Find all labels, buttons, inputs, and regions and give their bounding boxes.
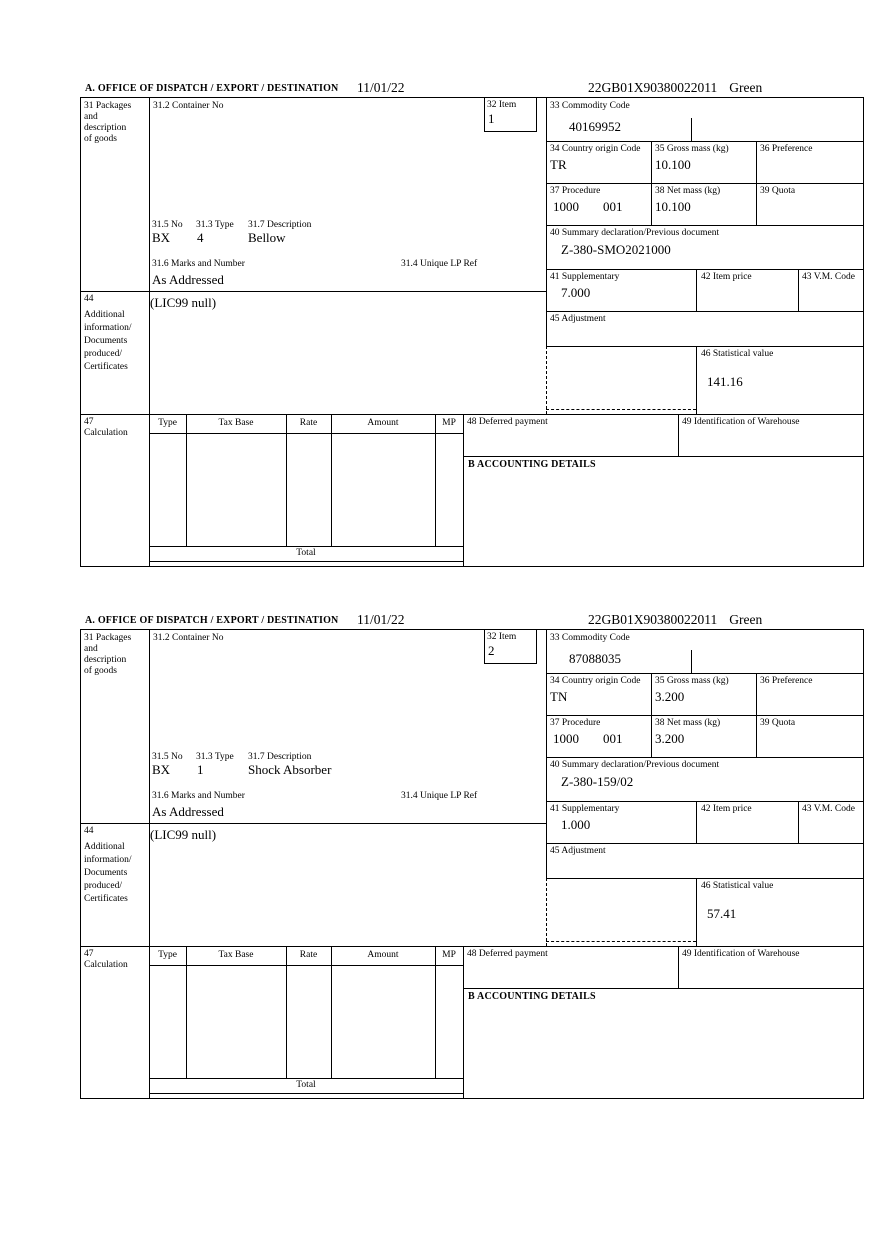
commodity-code-separator: [691, 118, 692, 141]
box44-label: Certificates: [84, 894, 128, 904]
routing-indicator: Green: [729, 80, 763, 95]
divider: [149, 561, 463, 562]
divider: [463, 456, 863, 457]
office-of-dispatch-heading: A. OFFICE OF DISPATCH / EXPORT / DESTINATION: [85, 83, 339, 94]
divider: [536, 630, 537, 663]
col-mp-header: MP: [442, 950, 456, 960]
additional-information-value: (LIC99 null): [150, 827, 217, 842]
box41-label: 41 Supplementary: [550, 272, 620, 282]
box44-label: produced/: [84, 881, 122, 891]
box48-label: 48 Deferred payment: [467, 949, 548, 959]
goods-description-value: Bellow: [248, 230, 286, 245]
package-type-value: 1: [197, 762, 204, 777]
divider: [546, 878, 863, 879]
box45-label: 45 Adjustment: [550, 314, 606, 324]
box39-label: 39 Quota: [760, 186, 796, 196]
divider: [81, 823, 546, 824]
divider-dashed: [546, 941, 696, 942]
accounting-details-heading: B ACCOUNTING DETAILS: [468, 459, 596, 470]
divider: [546, 183, 863, 184]
divider: [696, 801, 697, 843]
accounting-details-heading: B ACCOUNTING DETAILS: [468, 991, 596, 1002]
divider: [463, 946, 464, 1098]
box37-label: 37 Procedure: [550, 718, 601, 728]
divider: [149, 98, 150, 566]
box34-label: 34 Country origin Code: [550, 144, 641, 154]
mrn-number: 22GB01X90380022011: [588, 612, 718, 627]
divider: [546, 801, 863, 802]
box31-label: and: [84, 644, 98, 654]
divider: [696, 878, 697, 946]
divider: [756, 141, 757, 225]
gross-mass-value: 10.100: [655, 157, 691, 172]
box36-label: 36 Preference: [760, 144, 813, 154]
divider: [546, 673, 863, 674]
box31-3-label: 31.3 Type: [196, 220, 234, 230]
box31-3-label: 31.3 Type: [196, 752, 234, 762]
goods-description-value: Shock Absorber: [248, 762, 332, 777]
divider: [149, 965, 463, 966]
box33-label: 33 Commodity Code: [550, 633, 630, 643]
divider: [546, 269, 863, 270]
col-amount-header: Amount: [367, 950, 399, 960]
col-rate-header: Rate: [299, 950, 318, 960]
declaration-date: 11/01/22: [357, 612, 405, 627]
divider: [546, 346, 863, 347]
routing-indicator: Green: [729, 612, 763, 627]
box40-label: 40 Summary declaration/Previous document: [550, 760, 720, 770]
divider: [81, 414, 863, 415]
mrn-number: 22GB01X90380022011: [588, 80, 718, 95]
commodity-code-value: 40169952: [569, 119, 621, 134]
box33-label: 33 Commodity Code: [550, 101, 630, 111]
box31-4-label: 31.4 Unique LP Ref: [401, 791, 478, 801]
procedure-code-value: 001: [603, 731, 623, 746]
divider: [149, 433, 463, 434]
divider: [149, 546, 463, 547]
divider: [798, 269, 799, 311]
box42-label: 42 Item price: [701, 804, 752, 814]
item-number-value: 1: [488, 111, 495, 126]
country-origin-value: TN: [550, 689, 568, 704]
box31-label: of goods: [84, 666, 117, 676]
box47-label: Calculation: [84, 428, 128, 438]
package-type-value: 4: [197, 230, 204, 245]
divider: [484, 663, 537, 664]
sad-form-grid: [80, 97, 864, 567]
additional-information-value: (LIC99 null): [150, 295, 217, 310]
declaration-date: 11/01/22: [357, 80, 405, 95]
divider: [546, 630, 547, 878]
divider: [81, 291, 546, 292]
box46-label: 46 Statistical value: [701, 881, 774, 891]
divider: [546, 98, 547, 346]
declaration-reference: [588, 80, 762, 96]
box31-label: and: [84, 112, 98, 122]
box31-7-label: 31.7 Description: [248, 752, 312, 762]
divider: [546, 843, 863, 844]
package-no-value: BX: [152, 230, 171, 245]
box31-6-label: 31.6 Marks and Number: [152, 259, 245, 269]
divider: [546, 141, 863, 142]
box44-label: Additional: [84, 310, 125, 320]
box31-2-label: 31.2 Container No: [153, 101, 224, 111]
divider: [696, 346, 697, 414]
box44-label: Documents: [84, 868, 128, 878]
box44-label: Documents: [84, 336, 128, 346]
col-type-header: Type: [158, 950, 177, 960]
divider: [149, 630, 150, 1098]
box31-7-label: 31.7 Description: [248, 220, 312, 230]
box31-2-label: 31.2 Container No: [153, 633, 224, 643]
marks-numbers-value: As Addressed: [152, 804, 224, 819]
box31-label: 31 Packages: [84, 633, 132, 643]
box31-label: of goods: [84, 134, 117, 144]
box44-label: information/: [84, 323, 132, 333]
divider: [463, 988, 863, 989]
box32-label: 32 Item: [487, 100, 517, 110]
package-no-value: BX: [152, 762, 171, 777]
box47-label: Calculation: [84, 960, 128, 970]
procedure-value: 1000: [553, 731, 579, 746]
box35-label: 35 Gross mass (kg): [655, 676, 729, 686]
divider: [678, 946, 679, 988]
box43-label: 43 V.M. Code: [802, 272, 855, 282]
supplementary-units-value: 1.000: [561, 817, 591, 832]
item-section-2: [0, 612, 882, 1117]
net-mass-value: 10.100: [655, 199, 691, 214]
box46-label: 46 Statistical value: [701, 349, 774, 359]
box31-label: 31 Packages: [84, 101, 132, 111]
col-type-header: Type: [158, 418, 177, 428]
col-rate-header: Rate: [299, 418, 318, 428]
previous-document-value: Z-380-159/02: [561, 774, 634, 789]
box42-label: 42 Item price: [701, 272, 752, 282]
total-row-label: Total: [296, 548, 316, 558]
box40-label: 40 Summary declaration/Previous document: [550, 228, 720, 238]
col-tax-base-header: Tax Base: [218, 418, 254, 428]
divider: [546, 311, 863, 312]
box44-label: information/: [84, 855, 132, 865]
col-amount-header: Amount: [367, 418, 399, 428]
box39-label: 39 Quota: [760, 718, 796, 728]
gross-mass-value: 3.200: [655, 689, 685, 704]
divider: [546, 715, 863, 716]
divider: [484, 630, 485, 663]
sad-form-grid: [80, 629, 864, 1099]
divider: [149, 1078, 463, 1079]
item-number-value: 2: [488, 643, 495, 658]
divider-dashed: [546, 878, 547, 946]
box43-label: 43 V.M. Code: [802, 804, 855, 814]
box31-label: description: [84, 655, 127, 665]
total-row-label: Total: [296, 1080, 316, 1090]
previous-document-value: Z-380-SMO2021000: [561, 242, 671, 257]
box31-5-label: 31.5 No: [152, 752, 183, 762]
box36-label: 36 Preference: [760, 676, 813, 686]
box41-label: 41 Supplementary: [550, 804, 620, 814]
commodity-code-value: 87088035: [569, 651, 621, 666]
divider: [463, 414, 464, 566]
box44-label: produced/: [84, 349, 122, 359]
box49-label: 49 Identification of Warehouse: [682, 949, 800, 959]
divider: [546, 757, 863, 758]
divider: [798, 801, 799, 843]
box31-5-label: 31.5 No: [152, 220, 183, 230]
box31-4-label: 31.4 Unique LP Ref: [401, 259, 478, 269]
supplementary-units-value: 7.000: [561, 285, 591, 300]
net-mass-value: 3.200: [655, 731, 685, 746]
divider: [546, 225, 863, 226]
divider-dashed: [546, 346, 547, 414]
box37-label: 37 Procedure: [550, 186, 601, 196]
box31-6-label: 31.6 Marks and Number: [152, 791, 245, 801]
divider-dashed: [546, 409, 696, 410]
divider: [484, 98, 485, 131]
box47-label: 47: [84, 417, 94, 427]
procedure-value: 1000: [553, 199, 579, 214]
box47-label: 47: [84, 949, 94, 959]
divider: [756, 673, 757, 757]
statistical-value: 57.41: [707, 906, 737, 921]
box44-label: 44: [84, 294, 94, 304]
divider: [149, 1093, 463, 1094]
col-tax-base-header: Tax Base: [218, 950, 254, 960]
box38-label: 38 Net mass (kg): [655, 186, 721, 196]
box45-label: 45 Adjustment: [550, 846, 606, 856]
box44-label: 44: [84, 826, 94, 836]
box31-label: description: [84, 123, 127, 133]
country-origin-value: TR: [550, 157, 567, 172]
divider: [651, 673, 652, 757]
divider: [696, 269, 697, 311]
marks-numbers-value: As Addressed: [152, 272, 224, 287]
statistical-value: 141.16: [707, 374, 743, 389]
box48-label: 48 Deferred payment: [467, 417, 548, 427]
procedure-code-value: 001: [603, 199, 623, 214]
divider: [678, 414, 679, 456]
box44-label: Certificates: [84, 362, 128, 372]
commodity-code-separator: [691, 650, 692, 673]
declaration-reference: [588, 612, 762, 628]
divider: [651, 141, 652, 225]
item-section-1: [0, 80, 882, 585]
divider: [484, 131, 537, 132]
box38-label: 38 Net mass (kg): [655, 718, 721, 728]
divider: [81, 946, 863, 947]
box49-label: 49 Identification of Warehouse: [682, 417, 800, 427]
box44-label: Additional: [84, 842, 125, 852]
box35-label: 35 Gross mass (kg): [655, 144, 729, 154]
box34-label: 34 Country origin Code: [550, 676, 641, 686]
box32-label: 32 Item: [487, 632, 517, 642]
col-mp-header: MP: [442, 418, 456, 428]
office-of-dispatch-heading: A. OFFICE OF DISPATCH / EXPORT / DESTINATION: [85, 615, 339, 626]
divider: [536, 98, 537, 131]
